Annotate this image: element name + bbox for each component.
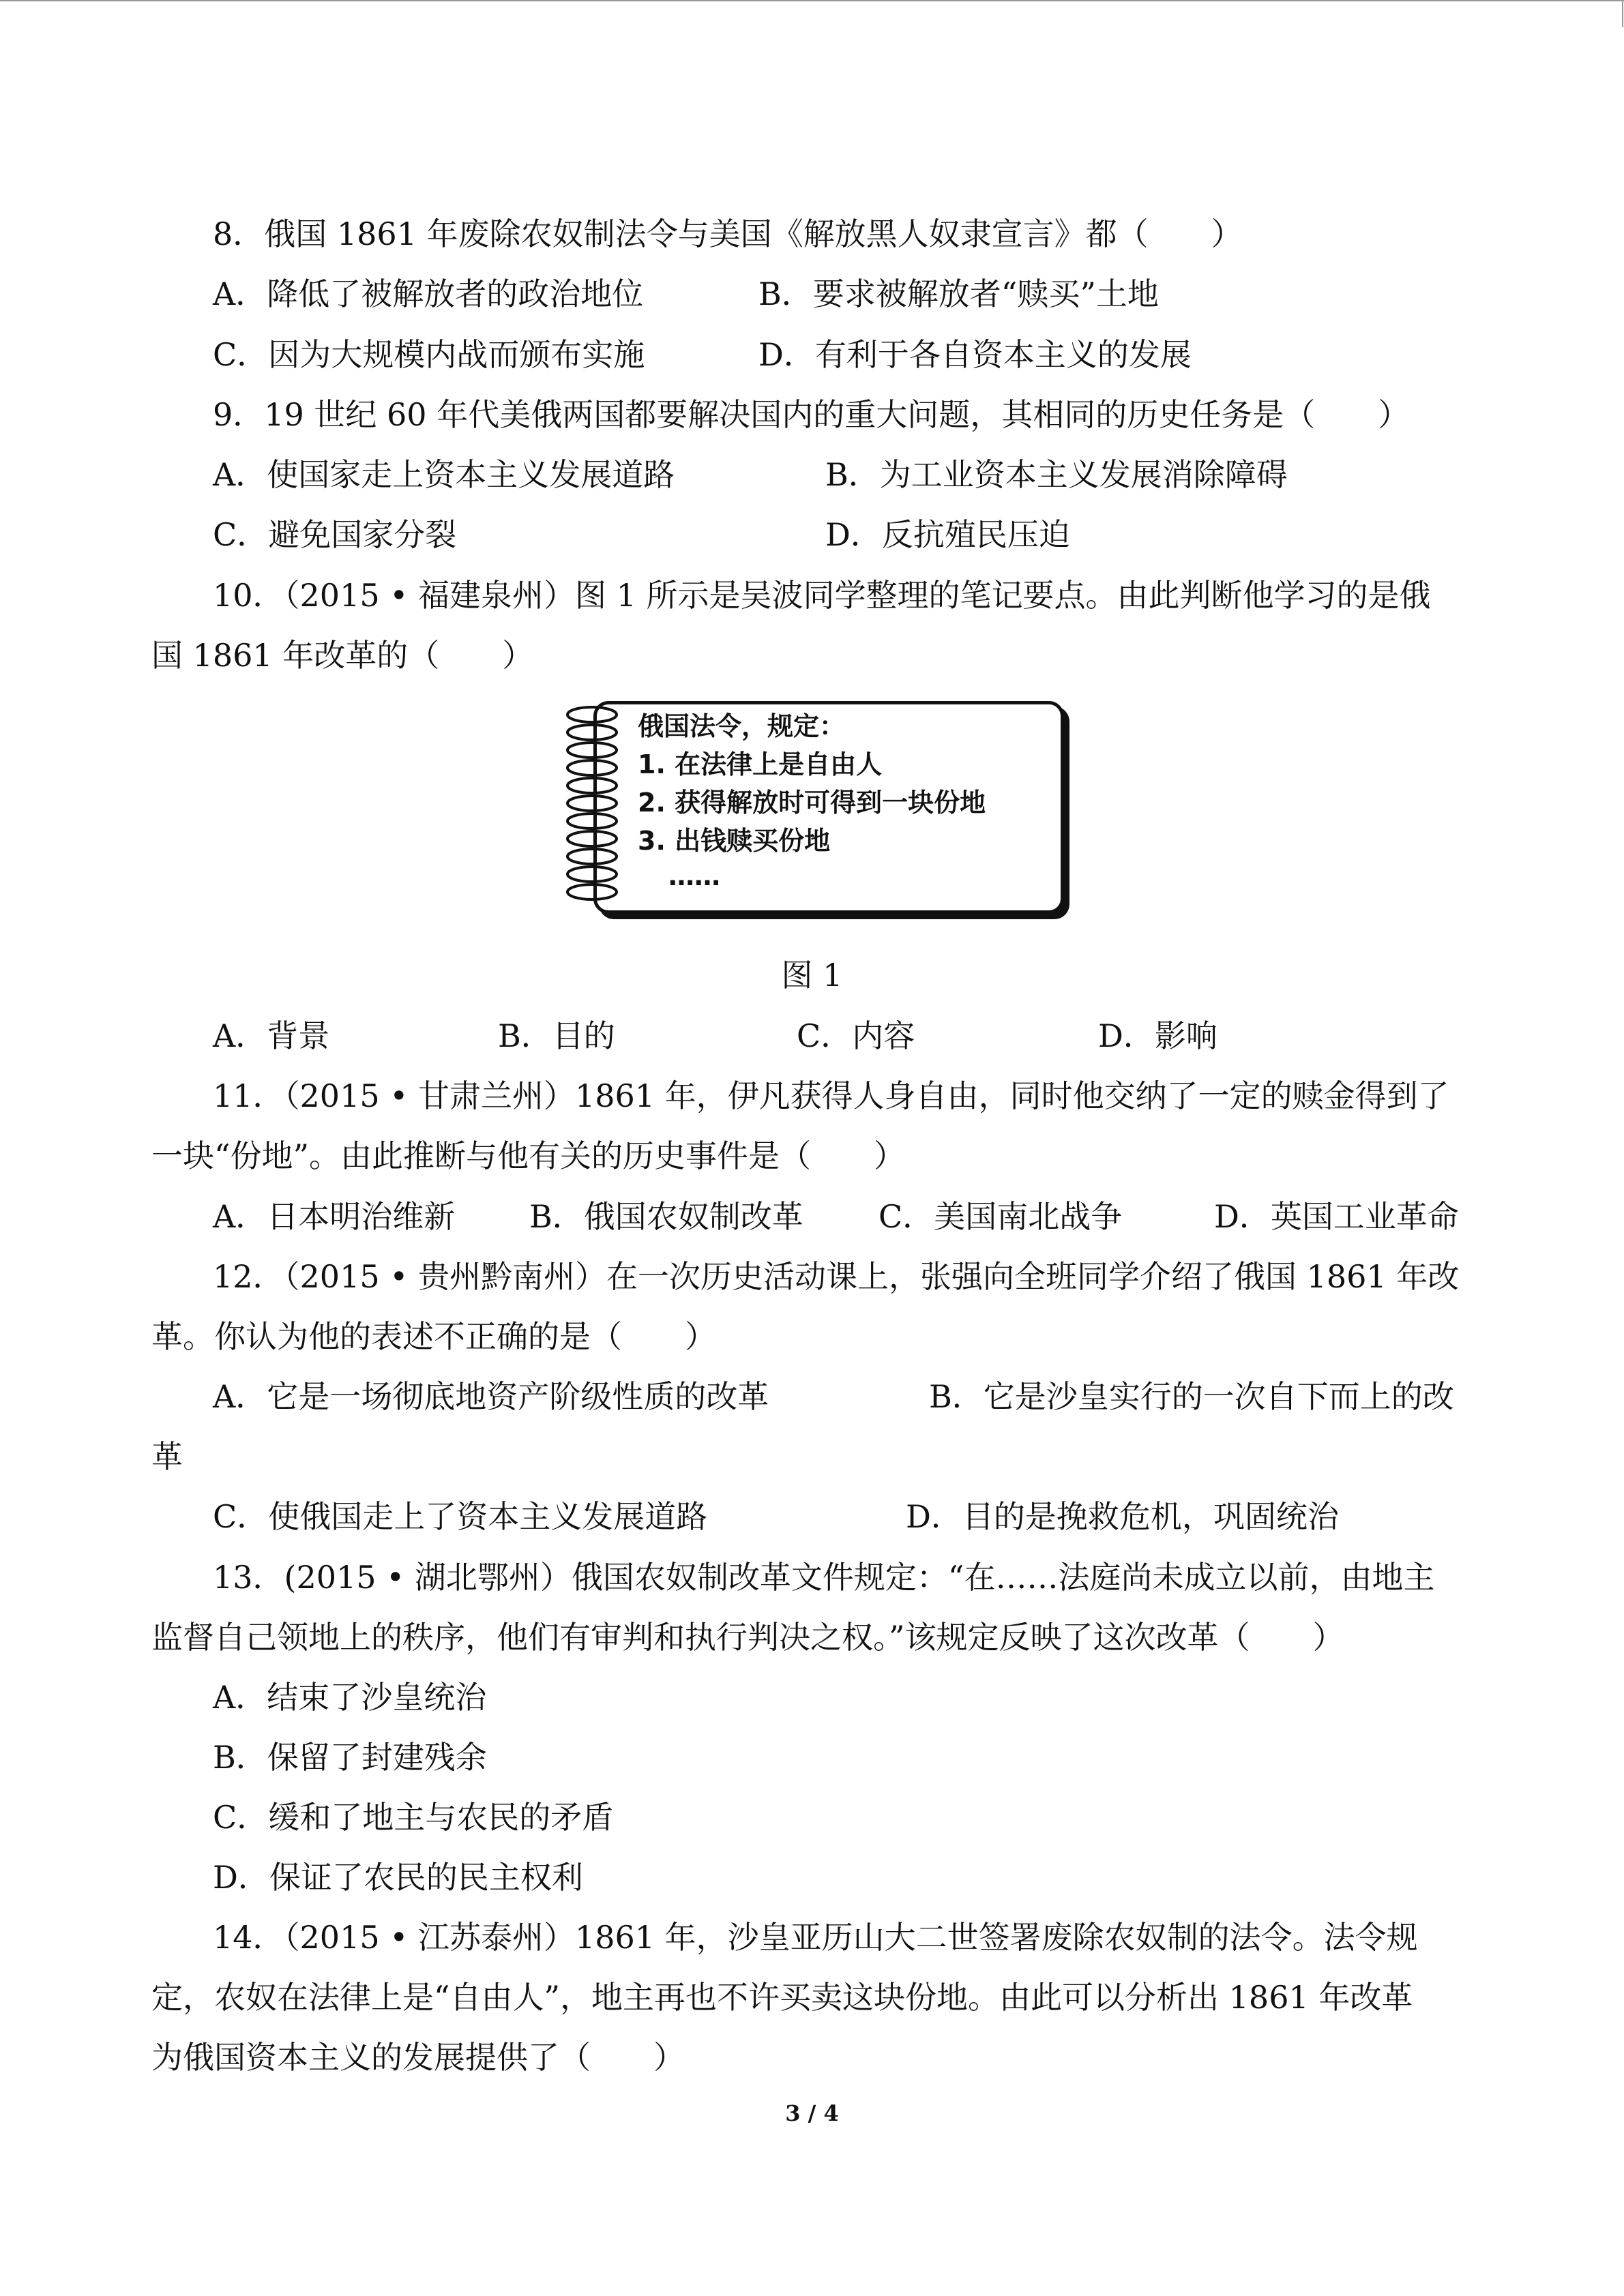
q12-stem-line1: 12．（2015 • 贵州黔南州）在一次历史活动课上，张强向全班同学介绍了俄国 1861 年改 (213, 1258, 1460, 1295)
q10-option-c: C．内容 (797, 1017, 915, 1054)
notebook-line-4: 3. 出钱赎买份地 (638, 826, 831, 856)
notebook-line-3: 2. 获得解放时可得到一块份地 (638, 788, 986, 818)
q8-option-d: D．有利于各自资本主义的发展 (758, 336, 1192, 373)
q14-stem-line3: 为俄国资本主义的发展提供了（ ） (151, 2039, 685, 2076)
q9-option-c: C．避免国家分裂 (213, 516, 457, 553)
q13-option-a: A．结束了沙皇统治 (213, 1679, 487, 1716)
q8-option-b: B．要求被解放者“赎买”土地 (758, 275, 1159, 312)
figure-1-notebook (559, 696, 1064, 914)
q9-option-a: A．使国家走上资本主义发展道路 (213, 456, 675, 493)
q10-option-a: A．背景 (213, 1017, 330, 1054)
q10-stem-line1: 10．（2015 • 福建泉州）图 1 所示是吴波同学整理的笔记要点。由此判断他学习的是俄 (213, 577, 1431, 614)
q13-stem-line2: 监督自己领地上的秩序，他们有审判和执行判决之权。”该规定反映了这次改革（ ） (151, 1619, 1344, 1656)
q10-stem-line2: 国 1861 年改革的（ ） (151, 637, 534, 674)
q12-option-b: B．它是沙皇实行的一次自下而上的改 (929, 1378, 1454, 1415)
notebook-line-2: 1. 在法律上是自由人 (638, 749, 883, 779)
q9-option-d: D．反抗殖民压迫 (825, 516, 1070, 553)
notebook-line-5: …… (668, 861, 720, 891)
q14-stem-line2: 定，农奴在法律上是“自由人”，地主再也不许买卖这块份地。由此可以分析出 1861 年改革 (151, 1979, 1413, 2016)
notebook-spiral-rings-icon (559, 704, 634, 908)
q12-option-a: A．它是一场彻底地资产阶级性质的改革 (213, 1378, 769, 1415)
q12-option-b-cont: 革 (151, 1438, 183, 1475)
q8-option-c: C．因为大规模内战而颁布实施 (213, 336, 645, 373)
q11-option-b: B．俄国农奴制改革 (529, 1198, 803, 1235)
q11-option-c: C．美国南北战争 (879, 1198, 1123, 1235)
q10-option-d: D．影响 (1098, 1017, 1217, 1054)
page-border-corner (0, 0, 1624, 27)
notebook-line-1: 俄国法令，规定： (638, 711, 846, 741)
q11-option-d: D．英国工业革命 (1214, 1198, 1459, 1235)
q12-option-d: D．目的是挽救危机，巩固统治 (906, 1498, 1339, 1535)
q11-stem-line2: 一块“份地”。由此推断与他有关的历史事件是（ ） (151, 1137, 906, 1174)
page-number: 3 / 4 (785, 2100, 839, 2126)
q13-option-c: C．缓和了地主与农民的矛盾 (213, 1799, 614, 1836)
q13-option-b: B．保留了封建残余 (213, 1739, 487, 1776)
q8-option-a: A．降低了被解放者的政治地位 (213, 275, 644, 312)
figure-1-caption: 图 1 (781, 957, 843, 994)
q10-option-b: B．目的 (498, 1017, 615, 1054)
q13-option-d: D．保证了农民的民主权利 (213, 1859, 583, 1896)
q8-stem: 8．俄国 1861 年废除农奴制法令与美国《解放黑人奴隶宣言》都（ ） (213, 215, 1243, 252)
q14-stem-line1: 14．（2015 • 江苏泰州）1861 年，沙皇亚历山大二世签署废除农奴制的法令。法令规 (213, 1919, 1418, 1956)
q12-option-c: C．使俄国走上了资本主义发展道路 (213, 1498, 708, 1535)
q11-option-a: A．日本明治维新 (213, 1198, 456, 1235)
q9-option-b: B．为工业资本主义发展消除障碍 (825, 456, 1288, 493)
q12-stem-line2: 革。你认为他的表述不正确的是（ ） (151, 1318, 716, 1355)
q11-stem-line1: 11．（2015 • 甘肃兰州）1861 年，伊凡获得人身自由，同时他交纳了一定的赎金得到了 (213, 1077, 1449, 1114)
q13-stem-line1: 13．(2015 • 湖北鄂州）俄国农奴制改革文件规定：“在……法庭尚未成立以前，由地主 (213, 1559, 1435, 1596)
q9-stem: 9．19 世纪 60 年代美俄两国都要解决国内的重大问题，其相同的历史任务是（ ） (213, 396, 1410, 433)
